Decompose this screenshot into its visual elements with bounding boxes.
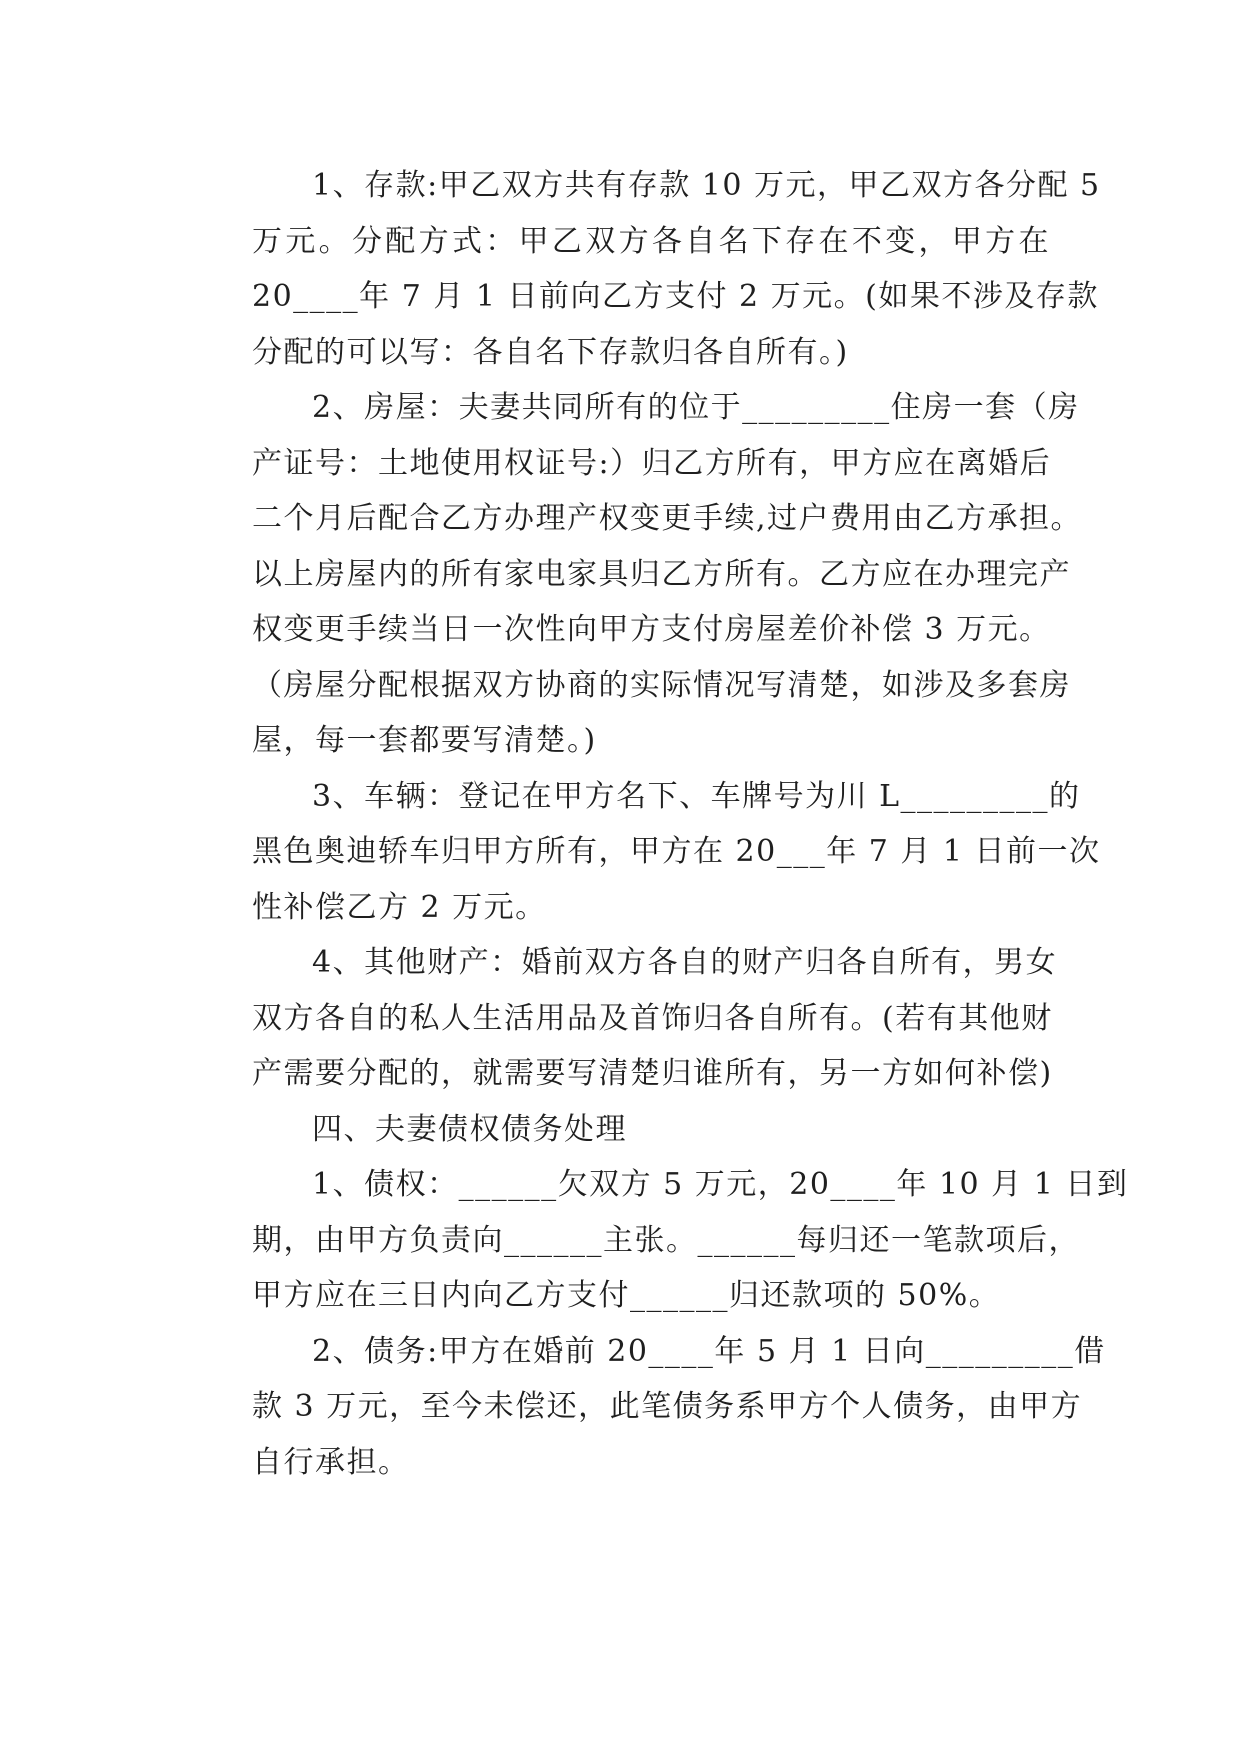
text-line: 款 3 万元，至今未偿还，此笔债务系甲方个人债务，由甲方	[252, 1389, 1083, 1424]
paragraph-deposit	[192, 158, 1101, 380]
text-line: 权变更手续当日一次性向甲方支付房屋差价补偿 3 万元。	[252, 612, 1051, 647]
text-line: 4、其他财产：婚前双方各自的财产归各自所有，男女	[312, 945, 1058, 980]
text-line: 产需要分配的，就需要写清楚归谁所有，另一方如何补偿)	[252, 1056, 1053, 1091]
text-line: 性补偿乙方 2 万元。	[252, 889, 547, 925]
text-line: 2、债务:甲方在婚前 20____年 5 月 1 日向_________借	[312, 1333, 1106, 1369]
text-line: 1、存款:甲乙双方共有存款 10 万元，甲乙双方各分配 5	[312, 168, 1101, 203]
text-line: 分配的可以写：各自名下存款归各自所有。)	[252, 334, 849, 370]
text-line: （房屋分配根据双方协商的实际情况写清楚，如涉及多套房	[252, 667, 1071, 703]
text-line: 甲方应在三日内向乙方支付______归还款项的 50%。	[252, 1278, 1001, 1313]
text-line: 二个月后配合乙方办理产权变更手续,过户费用由乙方承担。	[252, 501, 1083, 536]
text-line: 2、房屋：夫妻共同所有的位于_________住房一套（房	[312, 390, 1080, 425]
paragraph-vehicle	[192, 769, 1101, 936]
text-line: 20____年 7 月 1 日前向乙方支付 2 万元。(如果不涉及存款	[252, 279, 1099, 314]
text-line: 万元。分配方式：甲乙双方各自名下存在不变，甲方在	[252, 223, 1050, 259]
text-line: 屋，每一套都要写清楚。)	[252, 723, 597, 758]
section-heading: 四、夫妻债权债务处理	[312, 1111, 627, 1147]
text-line: 黑色奥迪轿车归甲方所有，甲方在 20___年 7 月 1 日前一次	[252, 834, 1101, 869]
section-heading-debts	[192, 1102, 1050, 1158]
text-line: 3、车辆：登记在甲方名下、车牌号为川 L_________的	[312, 778, 1081, 814]
paragraph-debts	[192, 1324, 1106, 1491]
text-line: 1、债权：______欠双方 5 万元，20____年 10 月 1 日到	[312, 1167, 1129, 1202]
text-line: 双方各自的私人生活用品及首饰归各自所有。(若有其他财	[252, 1000, 1053, 1036]
paragraph-house	[192, 380, 1083, 769]
text-line: 产证号：土地使用权证号:）归乙方所有，甲方应在离婚后	[252, 445, 1052, 481]
paragraph-claims	[192, 1157, 1129, 1324]
text-line: 自行承担。	[252, 1444, 410, 1480]
paragraph-other-property	[192, 935, 1058, 1102]
text-line: 以上房屋内的所有家电家具归乙方所有。乙方应在办理完产	[252, 556, 1071, 592]
text-line: 期，由甲方负责向______主张。______每归还一笔款项后，	[252, 1222, 1080, 1258]
document-body	[192, 158, 1129, 1490]
